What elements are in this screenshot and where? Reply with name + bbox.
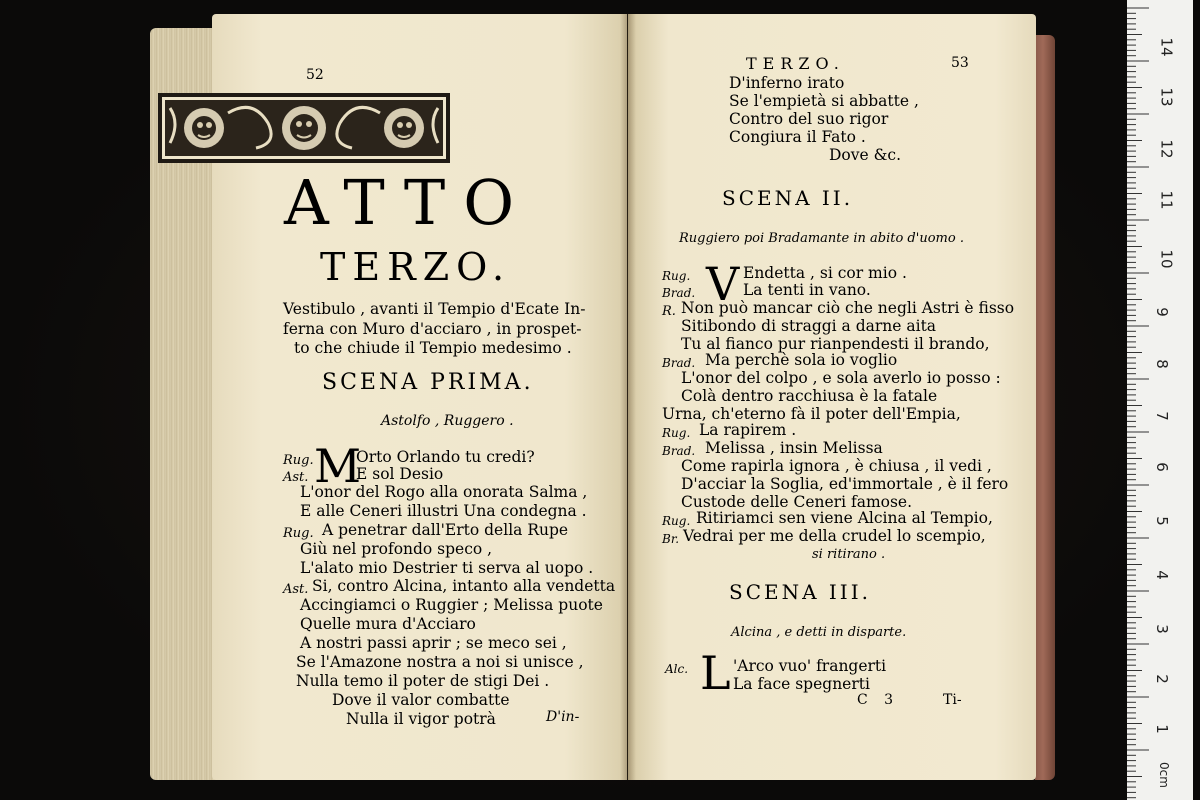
act-number: TERZO. (320, 245, 512, 289)
ruler-label: 11 (1157, 190, 1176, 210)
ruler-label: 9 (1152, 307, 1171, 317)
scene-title: SCENA PRIMA. (322, 370, 534, 395)
ruler-label: 7 (1152, 411, 1171, 421)
stage-direction: si ritirano . (812, 547, 886, 562)
speaker-label: Brad. (662, 444, 696, 458)
speaker-label: Brad. (662, 356, 696, 370)
verse-line: L'onor del Rogo alla onorata Salma , (300, 483, 588, 501)
verse-line: D'acciar la Soglia, ed'immortale , è il fero (681, 475, 1009, 493)
drop-cap: M (314, 439, 362, 493)
scene-title: SCENA III. (729, 580, 871, 604)
verse-line: A penetrar dall'Erto della Rupe (322, 521, 569, 539)
ruler-label: 2 (1152, 674, 1171, 684)
speaker-label: Rug. (283, 453, 314, 468)
running-head: TERZO. (746, 54, 845, 73)
signature-mark: C 3 (857, 692, 900, 708)
verse-line: Orto Orlando tu credi? (356, 448, 535, 466)
ruler-unit-label: 0cm (1156, 762, 1171, 788)
verse-line: Ritiriamci sen viene Alcina al Tempio, (696, 509, 993, 527)
setting-line: to che chiude il Tempio medesimo . (294, 339, 572, 357)
verse-line: Tu al fianco pur rianpendesti il brando, (681, 335, 990, 353)
left-page-number: 52 (306, 67, 324, 83)
verse-line: L'alato mio Destrier ti serva al uopo . (300, 559, 594, 577)
cover-edge (1035, 35, 1055, 780)
verse-line: Melissa , insin Melissa (705, 439, 883, 457)
speaker-label: Ast. (283, 582, 309, 597)
speaker-label: Rug. (662, 514, 691, 528)
verse-line: La tenti in vano. (743, 281, 871, 299)
ruler-label: 4 (1152, 570, 1171, 580)
verse-line: Ma perchè sola io voglio (705, 351, 898, 369)
catchword: Ti- (943, 692, 962, 708)
gutter (620, 14, 636, 780)
verse-line: Sitibondo di straggi a darne aita (681, 317, 937, 335)
verse-line: Vedrai per me della crudel lo scempio, (683, 527, 986, 545)
verse-line: E sol Desio (356, 465, 444, 483)
verse-line: Contro del suo rigor (729, 110, 889, 128)
catchword: D'in- (546, 709, 580, 725)
ornament-headpiece (158, 93, 450, 163)
verse-line: Giù nel profondo speco , (300, 540, 493, 558)
speaker-label: Br. (662, 532, 680, 546)
right-page-number: 53 (951, 55, 969, 71)
act-heading: ATTO (284, 166, 533, 239)
verse-line: Dove il valor combatte (332, 691, 510, 709)
setting-line: Vestibulo , avanti il Tempio d'Ecate In- (283, 300, 586, 318)
verse-line: A nostri passi aprir ; se meco sei , (300, 634, 567, 652)
dove-direction: Dove &c. (829, 146, 902, 164)
verse-line: La rapirem . (699, 421, 797, 439)
speaker-label: Rug. (283, 526, 314, 541)
verse-line: 'Arco vuo' frangerti (733, 657, 887, 675)
measuring-ruler (1127, 0, 1193, 800)
verse-line: D'inferno irato (729, 74, 845, 92)
verse-line: Se l'empietà si abbatte , (729, 92, 919, 110)
verse-line: Se l'Amazone nostra a noi si unisce , (296, 653, 584, 671)
speaker-label: Rug. (662, 426, 691, 440)
setting-line: ferna con Muro d'acciaro , in prospet- (283, 320, 582, 338)
scene-characters: Ruggiero poi Bradamante in abito d'uomo . (679, 231, 964, 246)
ruler-label: 5 (1152, 516, 1171, 526)
ruler-label: 8 (1152, 359, 1171, 369)
drop-cap: V (706, 257, 740, 311)
ruler-label: 13 (1157, 87, 1176, 107)
verse-line: Accingiamci o Ruggier ; Melissa puote (300, 596, 603, 614)
verse-line: Endetta , si cor mio . (743, 264, 907, 282)
verse-line: Come rapirla ignora , è chiusa , il vedi , (681, 457, 992, 475)
ruler-label: 10 (1157, 249, 1176, 269)
speaker-label: Ast. (283, 470, 309, 485)
ruler-label: 6 (1152, 462, 1171, 472)
scene-characters: Alcina , e detti in disparte. (731, 625, 907, 640)
verse-line: Si, contro Alcina, intanto alla vendetta (312, 577, 616, 595)
verse-line: L'onor del colpo , e sola averlo io posso : (681, 369, 1001, 387)
drop-cap: L (700, 646, 731, 700)
speaker-label: Rug. (662, 269, 691, 283)
ruler-label: 3 (1152, 624, 1171, 634)
speaker-label: Brad. (662, 286, 696, 300)
ruler-label: 14 (1157, 37, 1176, 57)
verse-line: Nulla il vigor potrà (346, 710, 496, 728)
verse-line: Custode delle Ceneri famose. (681, 493, 913, 511)
verse-line: Quelle mura d'Acciaro (300, 615, 476, 633)
verse-line: E alle Ceneri illustri Una condegna . (300, 502, 587, 520)
verse-line: Urna, ch'eterno fà il poter dell'Empia, (662, 405, 961, 423)
ruler-label: 12 (1157, 139, 1176, 159)
verse-line: Nulla temo il poter de stigi Dei . (296, 672, 550, 690)
verse-line: La face spegnerti (733, 675, 870, 693)
speaker-label: R. (662, 304, 676, 319)
verse-line: Colà dentro racchiusa è la fatale (681, 387, 938, 405)
scene-characters: Astolfo , Ruggero . (381, 413, 514, 429)
speaker-label: Alc. (665, 662, 689, 676)
scene-title: SCENA II. (722, 186, 854, 210)
verse-line: Non può mancar ciò che negli Astri è fisso (681, 299, 1015, 317)
verse-line: Congiura il Fato . (729, 128, 866, 146)
ruler-label: 1 (1152, 724, 1171, 734)
